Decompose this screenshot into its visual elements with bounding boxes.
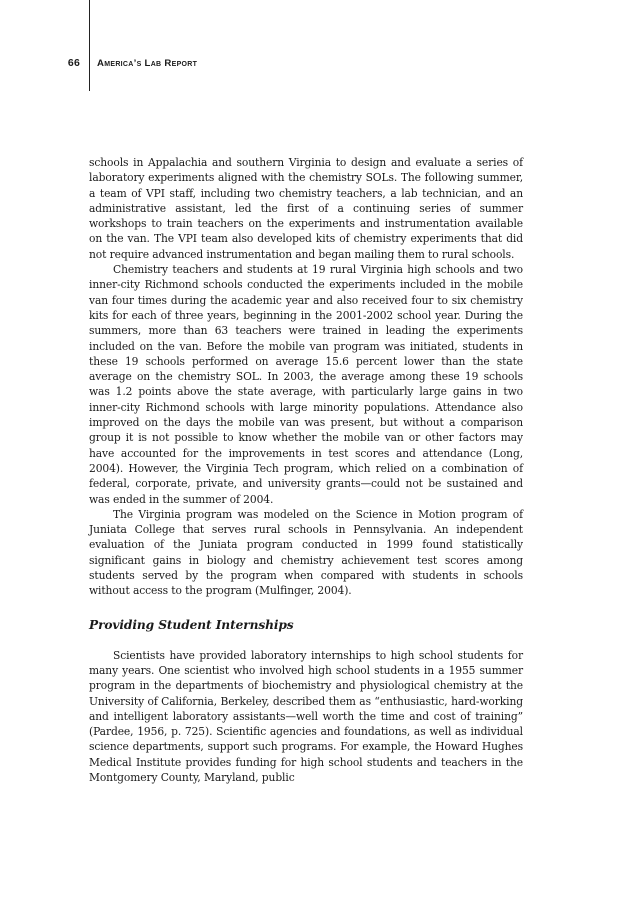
section-heading: Providing Student Internships — [89, 617, 294, 632]
page-header — [0, 0, 630, 95]
body-text — [89, 155, 523, 785]
paragraph-chemistry-teachers: Chemistry teachers and students at 19 rural Virginia high schools and two inner-city Richmond schools conducted the experiments included in the mobile van four times during the academic year and also received four to six chemistry kits for each of three years, beginning in the 2001-2002 school year. During the summers, more than 63 teachers were trained in leading the experiments included on the van. Before the mobile van program was initiated, students in these 19 schools performed on average 15.6 percent lower than the state average on the chemistry SOL. In 2003, the average among these 19 schools was 1.2 points above the state average, with particularly large gains in two inner-city Richmond schools with large minority populations. Attendance also improved on the days the mobile van was present, but without a comparison group it is not possible to know whether the mobile van or other factors may have accounted for the improvements in test scores and attendance (Long, 2004). However, the Virginia Tech program, which relied on a combination of federal, corporate, private, and university grants—could not be sustained and was ended in the summer of 2004. — [89, 263, 523, 506]
paragraph-virginia-program: The Virginia program was modeled on the Science in Motion program of Juniata College that serves rural schools in Pennsylvania. An independent evaluation of the Juniata program conducted in 1999 found statistically significant gains in biology and chemistry achievement test scores among students served by the program when compared with students in schools without access to the program (Mulfinger, 2004). — [89, 507, 523, 598]
paragraph-continued: schools in Appalachia and southern Virginia to design and evaluate a series of laboratory experiments aligned with the chemistry SOLs. The following summer, a team of VPI staff, including two chemistry teachers, a lab technician, and an administrative assistant, led the first of a continuing series of summer workshops to train teachers on the experiments and instrumentation available on the van. The VPI team also developed kits of chemistry experiments that did not require advanced instrumentation and began mailing them to rural schools. — [89, 156, 523, 261]
running-title: America’s Lab Report — [97, 58, 198, 69]
paragraph-internships: Scientists have provided laboratory internships to high school students for many years. One scientist who involved high school students in a 1955 summer program in the departments of biochemistry and physiological chemistry at the University of California, Berkeley, described them as “enthusiastic, hard-working and intelligent laboratory assistants—well worth the time and cost of training” (Pardee, 1956, p. 725). Scientific agencies and foundations, as well as individual science departments, support such programs. For example, the Howard Hughes Medical Institute provides funding for high school students and teachers in the Montgomery County, Maryland, public — [89, 648, 523, 784]
page-number: 66 — [67, 57, 80, 69]
header-divider — [89, 0, 90, 91]
